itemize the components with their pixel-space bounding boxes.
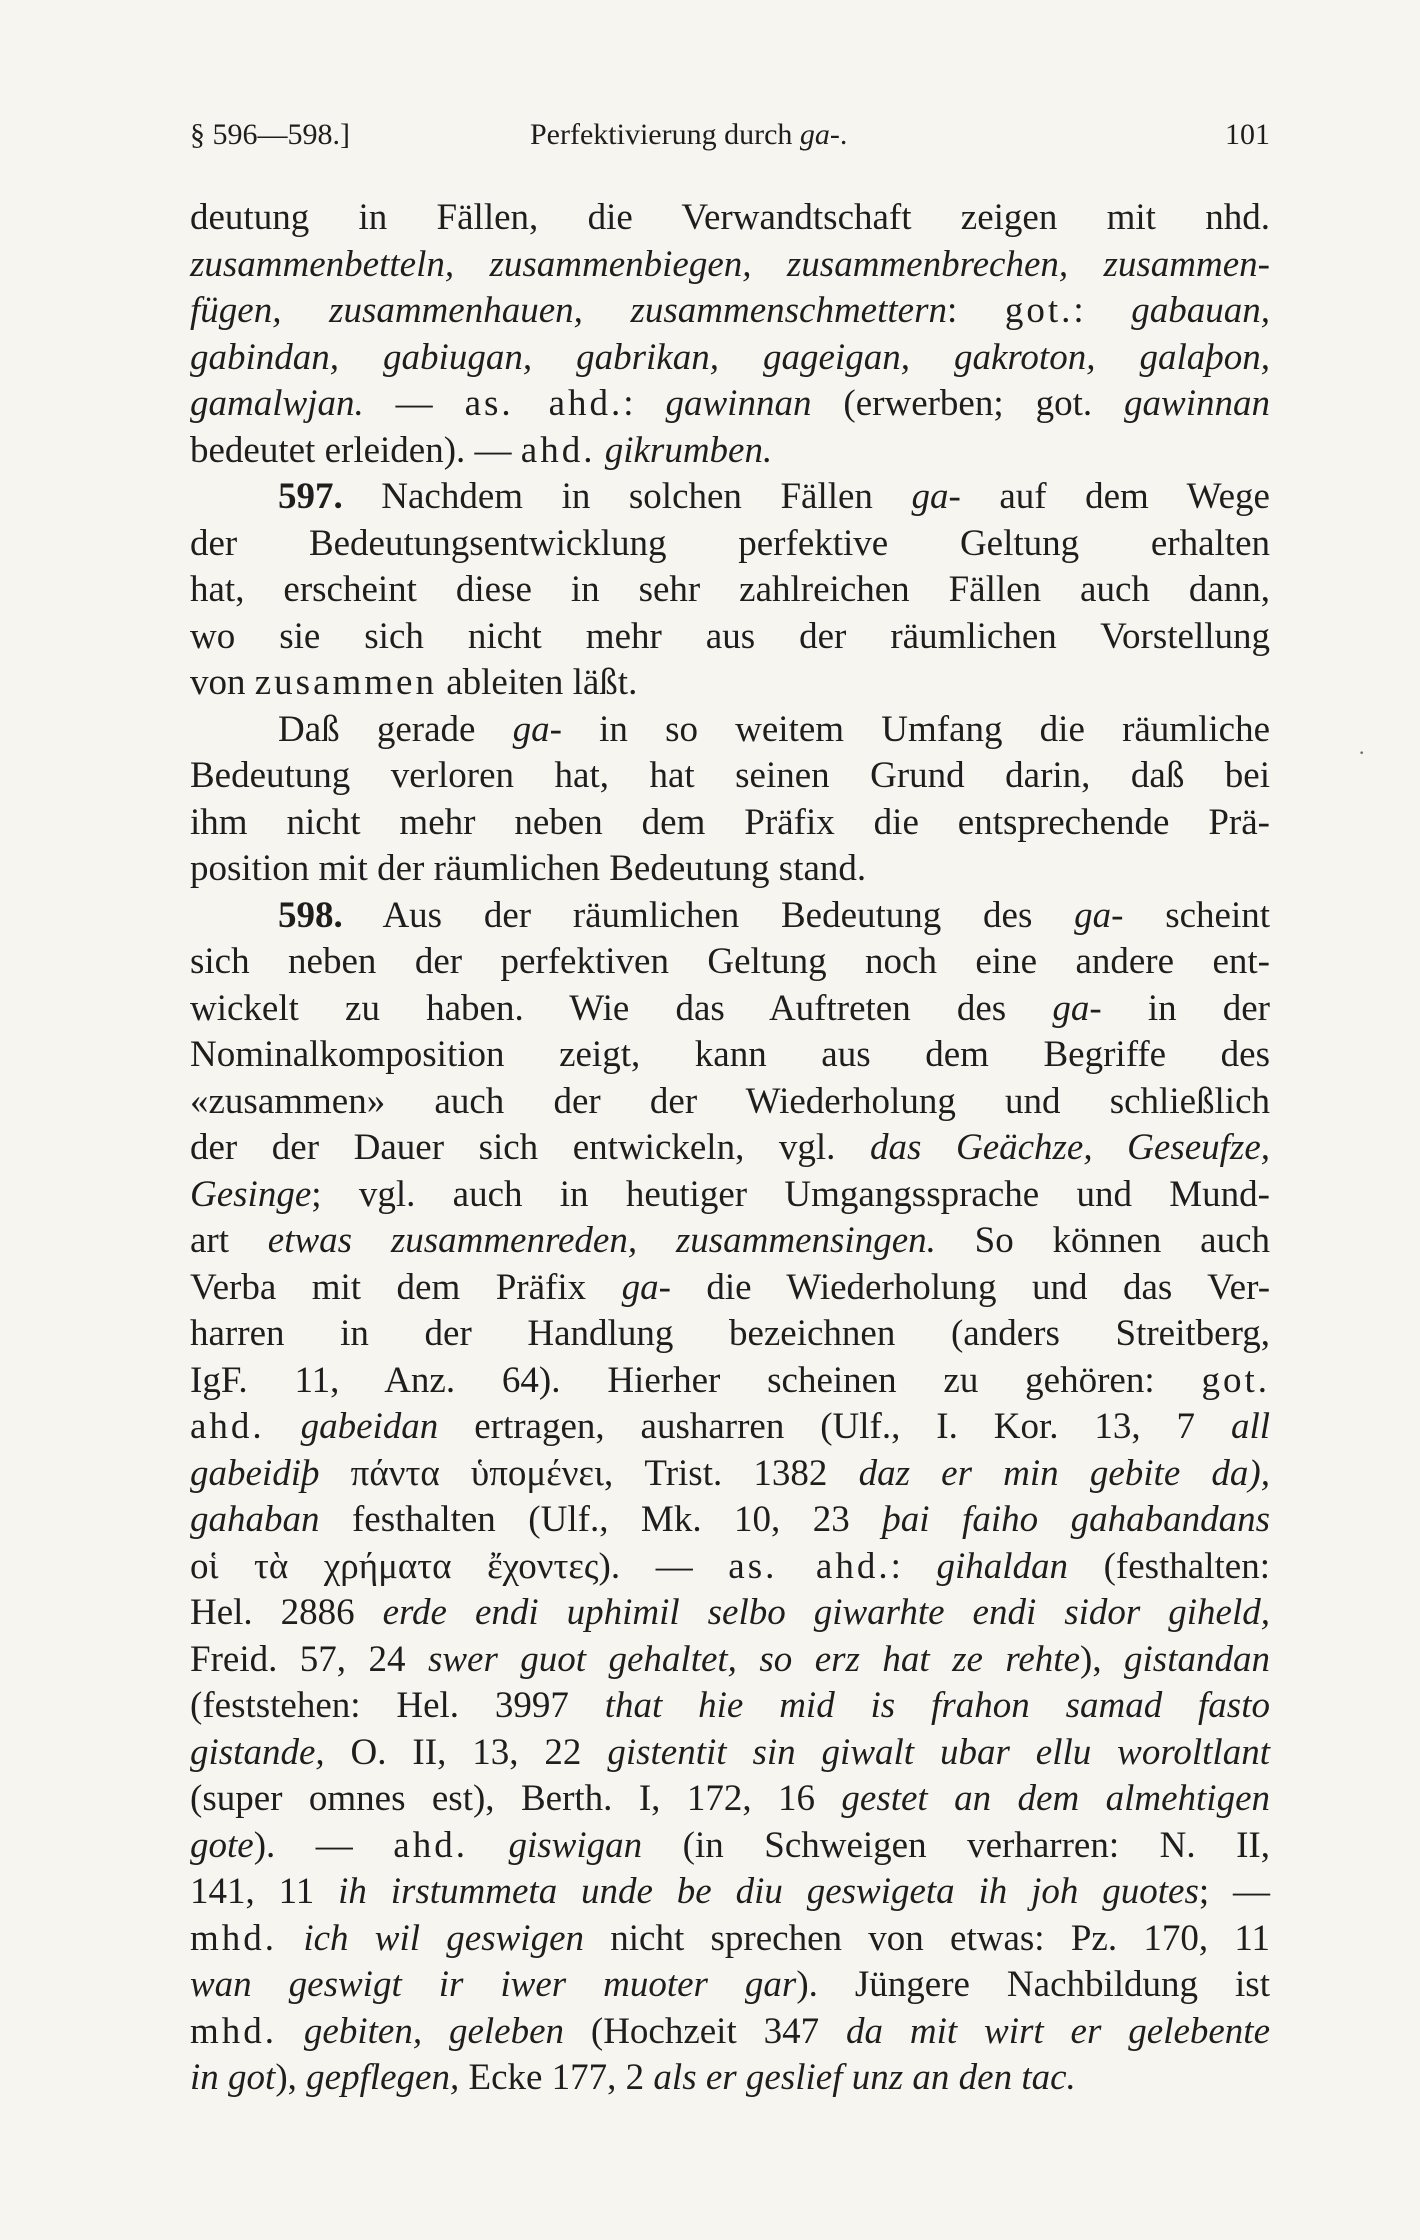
text-segment <box>277 1918 303 1959</box>
text-segment: : <box>1073 290 1132 331</box>
running-title-suffix: . <box>839 118 848 151</box>
text-segment: zusammenbetteln, zusammenbiegen, zusammenbrechen, zusammen- <box>190 243 1270 285</box>
text-segment: as. ahd. <box>464 383 624 424</box>
body-text <box>190 195 1270 2102</box>
text-segment: der Bedeutungsentwicklung perfektive Geltung erhalten <box>190 522 1270 564</box>
text-segment: O. II, 13, 22 <box>324 1731 608 1773</box>
text-segment: IgF. 11, Anz. 64). Hierher scheinen zu gehören: <box>190 1359 1202 1401</box>
text-line <box>190 1218 1270 1265</box>
paragraph-number: 597. <box>278 476 343 517</box>
text-segment: (Hochzeit 347 <box>564 2010 846 2052</box>
text-line <box>190 660 1270 707</box>
text-segment: wickelt zu haben. Wie das Auftreten des <box>190 987 1053 1029</box>
text-segment: ). — <box>253 1824 394 1866</box>
text-segment: gabeidan <box>300 1406 439 1447</box>
text-segment: : <box>890 1545 937 1587</box>
text-segment: da mit wirt er gelebente <box>846 2010 1270 2052</box>
text-segment: Gesinge <box>190 1173 312 1215</box>
text-line <box>190 1358 1270 1405</box>
text-segment: gistentit sin giwalt ubar ellu woroltlant <box>607 1731 1270 1773</box>
text-segment: ableiten läßt. <box>436 662 638 703</box>
text-segment: gamalwjan. <box>190 383 364 424</box>
text-segment: ih irstummeta unde be diu geswigeta ih joh guotes <box>338 1871 1199 1912</box>
text-segment: ). Jüngere Nachbildung ist <box>796 1964 1270 2005</box>
text-segment: πάντα ὑπομένει, Trist. 1382 <box>319 1452 859 1494</box>
text-segment: got. <box>1201 1359 1270 1401</box>
text-segment: die Wiederholung und das Ver- <box>670 1266 1271 1308</box>
text-segment <box>265 1406 301 1447</box>
text-segment: ga- <box>1052 987 1102 1029</box>
text-line <box>190 986 1270 1033</box>
text-line <box>190 1172 1270 1219</box>
text-segment <box>595 430 604 471</box>
scan-speck: · <box>1358 740 1366 765</box>
text-line <box>190 707 1270 754</box>
text-line <box>190 1683 1270 1730</box>
text-line <box>190 1451 1270 1498</box>
text-segment: gestet an dem almehtigen <box>841 1778 1270 1819</box>
text-segment: gawinnan <box>1124 383 1271 424</box>
text-segment: Daß gerade <box>278 708 513 750</box>
text-segment: ), <box>1080 1638 1125 1680</box>
text-segment: Verba mit dem Präfix <box>190 1266 622 1308</box>
text-segment: — <box>363 383 465 424</box>
text-segment: Aus der räumlichen Bedeutung des <box>342 894 1075 936</box>
text-segment: Ecke 177, 2 <box>459 2057 654 2098</box>
text-line <box>190 428 1270 475</box>
text-segment: deutung in Fällen, die Verwandtschaft zeigen mit nhd. <box>190 197 1270 238</box>
text-segment: 141, 11 <box>190 1871 339 1912</box>
page-number: 101 <box>1225 118 1270 151</box>
text-segment: in got <box>190 2057 276 2098</box>
text-segment: (feststehen: Hel. 3997 <box>190 1685 605 1726</box>
text-segment: ahd. <box>190 1406 265 1447</box>
text-line <box>190 1916 1270 1963</box>
text-segment: bedeutet erleiden). — <box>190 429 521 471</box>
text-line <box>190 521 1270 568</box>
text-line <box>190 1079 1270 1126</box>
text-segment: : <box>946 290 1005 331</box>
text-line <box>190 2009 1270 2056</box>
text-line <box>190 1125 1270 1172</box>
text-segment: (super omnes est), Berth. I, 172, 16 <box>190 1778 842 1819</box>
text-segment: þai faiho gahabandans <box>882 1499 1270 1540</box>
text-segment: (festhalten: <box>1068 1545 1270 1587</box>
text-segment: gabindan, gabiugan, gabrikan, gageigan, gakroton, galaþon, <box>190 336 1270 378</box>
text-segment: als er geslief unz an den tac. <box>653 2057 1076 2098</box>
text-segment: giswigan <box>508 1824 643 1866</box>
text-segment: οἱ τὰ χρήματα ἔχοντες). — <box>190 1545 729 1587</box>
text-segment: ; — <box>1198 1871 1270 1912</box>
text-line <box>190 1544 1270 1591</box>
text-segment: ), <box>275 2057 307 2098</box>
text-segment: «zusammen» auch der der Wiederholung und schließlich <box>190 1080 1270 1122</box>
text-segment: ertragen, ausharren (Ulf., I. Kor. 13, 7 <box>438 1406 1231 1447</box>
text-line <box>190 1497 1270 1544</box>
text-segment: gabauan, <box>1131 290 1271 331</box>
text-segment: gawinnan <box>665 383 812 424</box>
text-segment: gistande, <box>190 1731 325 1773</box>
text-line <box>190 753 1270 800</box>
text-line <box>190 1869 1270 1916</box>
text-segment: erde endi uphimil selbo giwarhte endi sidor giheld, <box>382 1592 1270 1633</box>
text-segment: ga- <box>911 476 961 517</box>
text-line <box>190 800 1270 847</box>
text-line <box>190 567 1270 614</box>
text-line <box>190 1265 1270 1312</box>
text-segment: (erwerben; got. <box>811 383 1125 424</box>
text-segment: position mit der räumlichen Bedeutung stand. <box>190 848 867 889</box>
paragraph-number: 598. <box>278 894 343 936</box>
section-reference: § 596—598.] <box>190 118 350 151</box>
text-segment: as. ahd. <box>728 1545 891 1587</box>
text-line <box>190 614 1270 661</box>
text-segment: ga- <box>512 708 562 750</box>
text-segment: das Geächze, Geseufze, <box>870 1127 1270 1168</box>
text-segment <box>277 2011 304 2052</box>
text-line <box>190 1404 1270 1451</box>
text-line <box>190 1032 1270 1079</box>
text-segment: ihm nicht mehr neben dem Präfix die entsprechende Prä- <box>190 801 1270 843</box>
text-segment: all <box>1230 1406 1271 1447</box>
text-line <box>190 1590 1270 1637</box>
text-segment: gahaban <box>190 1499 320 1540</box>
text-segment: gikrumben. <box>604 429 773 471</box>
text-segment <box>468 1825 509 1866</box>
running-title <box>530 118 847 152</box>
text-line <box>190 335 1270 382</box>
text-line <box>190 1962 1270 2009</box>
text-segment: Hel. 2886 <box>190 1592 383 1633</box>
text-segment: Bedeutung verloren hat, hat seinen Grund darin, daß bei <box>190 755 1270 796</box>
text-segment: in der <box>1101 987 1271 1029</box>
text-segment: art <box>190 1220 268 1261</box>
text-segment: got. <box>1004 290 1074 331</box>
text-segment: Nachdem in solchen Fällen <box>342 476 912 517</box>
text-segment: auf dem Wege <box>960 476 1270 517</box>
text-segment: ga- <box>621 1266 671 1308</box>
text-line <box>190 1637 1270 1684</box>
text-segment: Freid. 57, 24 <box>190 1638 428 1680</box>
text-segment: ich wil geswigen <box>303 1917 584 1959</box>
text-segment: daz er min gebite da), <box>858 1452 1270 1494</box>
text-line <box>190 288 1270 335</box>
text-segment: ; vgl. auch in heutiger Umgangssprache und Mund- <box>311 1173 1270 1215</box>
text-segment: nicht sprechen von etwas: Pz. 170, 11 <box>584 1917 1271 1959</box>
text-segment: ahd. <box>393 1824 468 1866</box>
text-line <box>190 1823 1270 1870</box>
text-line <box>190 846 1270 893</box>
text-line <box>190 1730 1270 1777</box>
text-segment: swer guot gehaltet, so erz hat ze rehte <box>427 1638 1081 1680</box>
text-segment: gistandan <box>1124 1638 1270 1680</box>
text-segment: gebiten, geleben <box>303 2010 564 2052</box>
text-segment: sich neben der perfektiven Geltung noch eine andere ent- <box>190 941 1270 982</box>
text-line <box>190 1776 1270 1823</box>
running-header <box>190 118 1270 168</box>
text-segment: hat, erscheint diese in sehr zahlreichen Fällen auch dann, <box>190 569 1270 610</box>
text-segment: gabeidiþ <box>190 1452 320 1494</box>
text-segment: gote <box>190 1824 254 1866</box>
text-line <box>190 195 1270 242</box>
text-segment: mhd. <box>190 1917 278 1959</box>
text-segment: Nominalkomposition zeigt, kann aus dem Begriffe des <box>190 1034 1270 1075</box>
text-segment: mhd. <box>190 2010 278 2052</box>
text-segment: scheint <box>1123 894 1271 936</box>
text-segment: der der Dauer sich entwickeln, vgl. <box>190 1127 870 1168</box>
text-segment: wo sie sich nicht mehr aus der räumlichen Vorstellung <box>190 615 1270 657</box>
text-segment: So können auch <box>935 1220 1270 1261</box>
text-line <box>190 242 1270 289</box>
text-segment: that hie mid is frahon samad fasto <box>604 1685 1270 1726</box>
text-segment: wan geswigt ir iwer muoter gar <box>190 1964 797 2005</box>
text-line <box>190 939 1270 986</box>
text-segment: festhalten (Ulf., Mk. 10, 23 <box>319 1499 883 1540</box>
text-segment: in so weitem Umfang die räumliche <box>561 708 1270 750</box>
text-segment: harren in der Handlung bezeichnen (anders Streitberg, <box>190 1313 1270 1354</box>
text-line <box>190 1311 1270 1358</box>
text-segment: ga- <box>1074 894 1124 936</box>
text-segment: (in Schweigen verharren: N. II, <box>642 1824 1270 1866</box>
text-line <box>190 893 1270 940</box>
text-segment: von <box>190 662 255 703</box>
text-segment: zusammen <box>254 662 437 703</box>
running-title-term: ga- <box>799 118 840 151</box>
text-segment: : <box>623 383 666 424</box>
text-segment: ahd. <box>520 429 596 471</box>
text-line <box>190 474 1270 521</box>
text-segment: gepflegen, <box>306 2057 460 2098</box>
text-segment: gihaldan <box>936 1545 1068 1587</box>
running-title-prefix: Perfektivierung durch <box>530 118 800 151</box>
text-segment: fügen, zusammenhauen, zusammenschmettern <box>190 290 947 331</box>
text-segment: etwas zusammenreden, zusammensingen. <box>267 1220 936 1261</box>
text-line <box>190 2055 1270 2102</box>
text-line <box>190 381 1270 428</box>
